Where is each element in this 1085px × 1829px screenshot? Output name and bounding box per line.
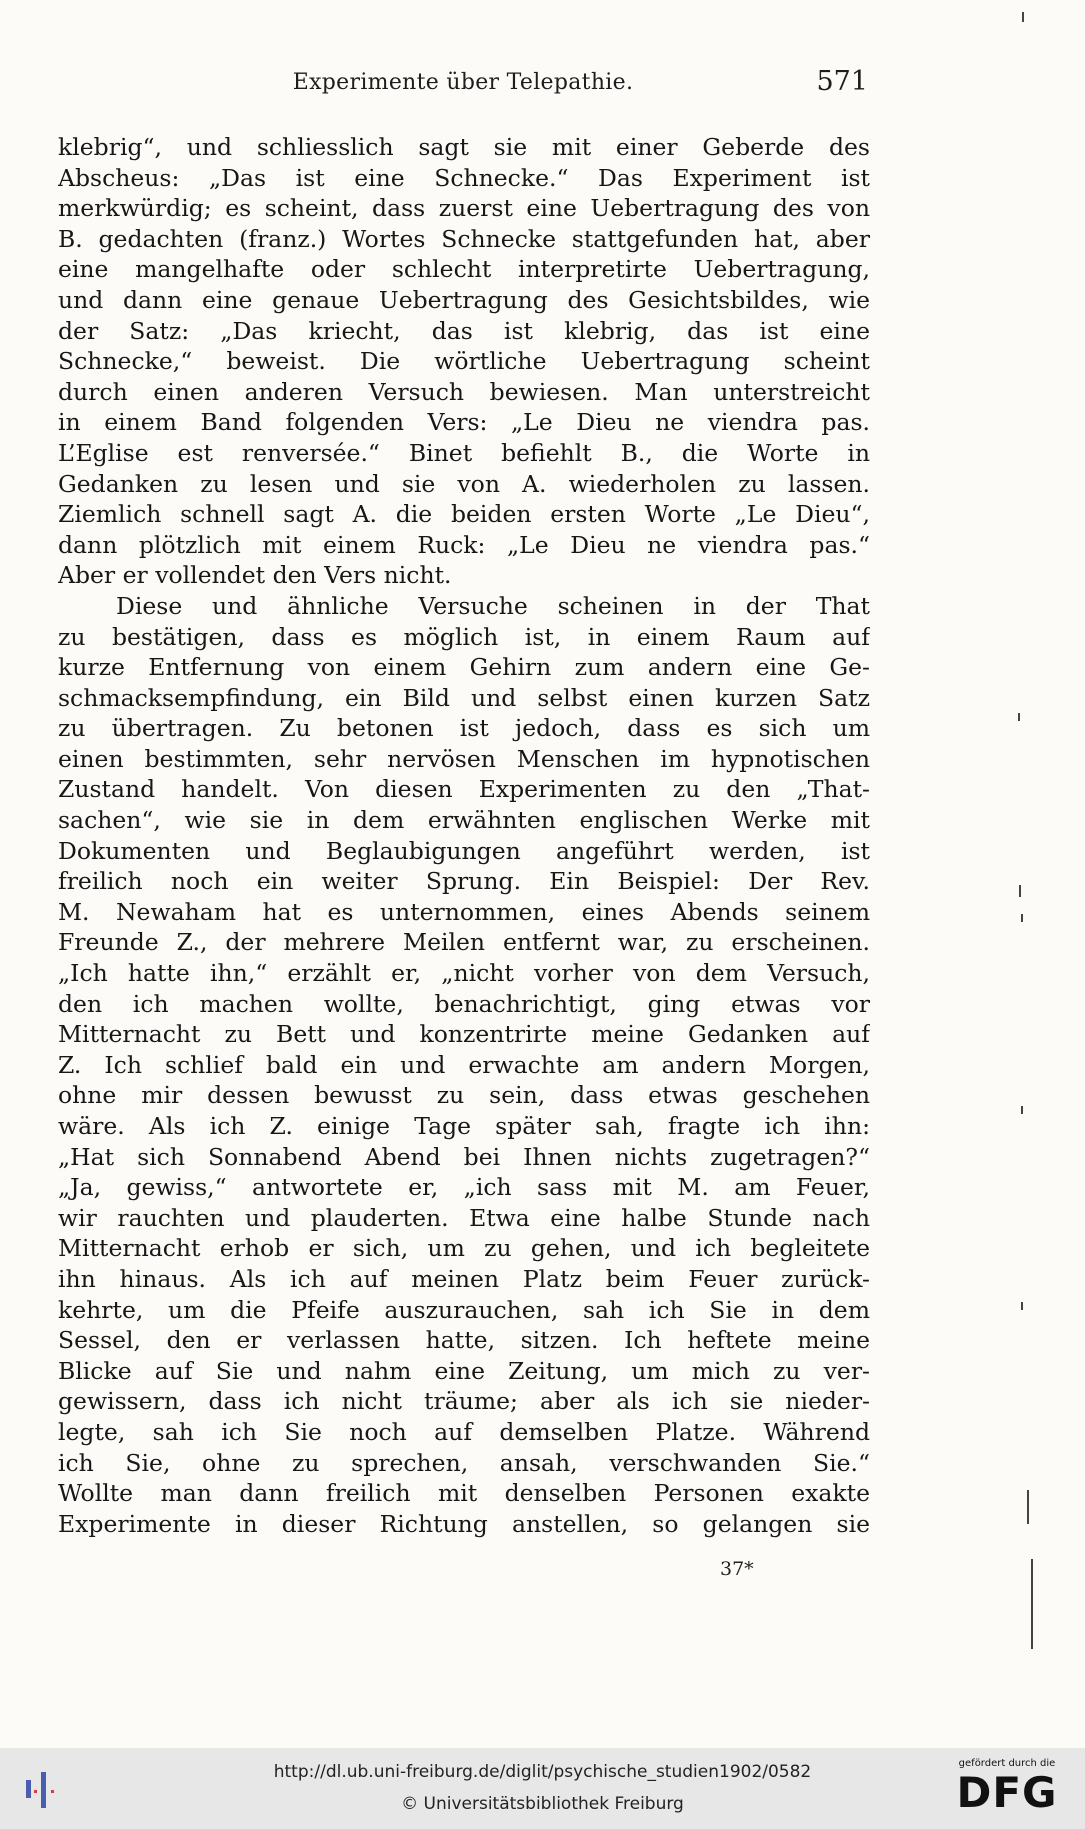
body-text [58,132,870,1539]
text-line: den ich machen wollte, benachrichtigt, ging etwas vor [58,989,870,1018]
margin-mark [1027,1490,1029,1524]
text-line: Schnecke,“ beweist. Die wörtliche Uebertragung scheint [58,347,870,376]
text-line: Zustand handelt. Von diesen Experimenten zu den „That- [58,775,870,804]
text-line: Dokumenten und Beglaubigungen angeführt werden, ist [58,836,870,865]
text-line: schmacksempfindung, ein Bild und selbst einen kurzen Satz [58,683,870,712]
running-head [58,66,868,104]
text-line: Ziemlich schnell sagt A. die beiden ersten Worte „Le Dieu“, [58,500,870,529]
text-line: in einem Band folgenden Vers: „Le Dieu ne viendra pas. [58,408,870,437]
text-line: einen bestimmten, sehr nervösen Menschen im hypnotischen [58,744,870,773]
text-line: zu bestätigen, dass es möglich ist, in einem Raum auf [58,622,870,651]
source-url[interactable]: http://dl.ub.uni-freiburg.de/diglit/psychische_studien1902/0582 [273,1762,812,1782]
text-line: freilich noch ein weiter Sprung. Ein Beispiel: Der Rev. [58,867,870,896]
dfg-logo: DFG [956,1768,1058,1817]
text-line: Z. Ich schlief bald ein und erwachte am andern Morgen, [58,1050,870,1079]
text-line: Sessel, den er verlassen hatte, sitzen. Ich heftete meine [58,1326,870,1355]
funding-label: gefördert durch die [958,1758,1056,1769]
text-line: ohne mir dessen bewusst zu sein, dass etwas geschehen [58,1081,870,1110]
text-line: Blicke auf Sie und nahm eine Zeitung, um mich zu ver- [58,1356,870,1385]
text-line: eine mangelhafte oder schlecht interpretirte Uebertragung, [58,255,870,284]
text-line: „Ja, gewiss,“ antwortete er, „ich sass mit M. am Feuer, [58,1173,870,1202]
copyright-text: © Universitätsbibliothek Freiburg [401,1794,684,1814]
margin-mark [1022,12,1024,22]
text-line: gewissern, dass ich nicht träume; aber als ich sie nieder- [58,1387,870,1416]
text-line: Wollte man dann freilich mit denselben Personen exakte [58,1479,870,1508]
text-line: durch einen anderen Versuch bewiesen. Man unterstreicht [58,377,870,406]
text-line: der Satz: „Das kriecht, das ist klebrig, das ist eine [58,316,870,345]
margin-mark [1021,1106,1023,1114]
text-line: zu übertragen. Zu betonen ist jedoch, dass es sich um [58,714,870,743]
margin-mark [1021,914,1023,922]
paragraph-start-line: Diese und ähnliche Versuche scheinen in der That [116,591,870,620]
running-title: Experimente über Telepathie. [292,70,634,95]
text-line: und dann eine genaue Uebertragung des Gesichtsbildes, wie [58,285,870,314]
text-line: L’Eglise est renversée.“ Binet befiehlt B., die Worte in [58,438,870,467]
text-line: kurze Entfernung von einem Gehirn zum andern eine Ge- [58,653,870,682]
text-line: wir rauchten und plauderten. Etwa eine halbe Stunde nach [58,1203,870,1232]
page-number: 571 [816,66,868,97]
margin-mark [1031,1638,1033,1646]
text-line: klebrig“, und schliesslich sagt sie mit einer Geberde des [58,133,870,161]
text-line: sachen“, wie sie in dem erwähnten englischen Werke mit [58,806,870,835]
paragraph-end-line: Aber er vollendet den Vers nicht. [58,561,452,590]
signature-mark: 37* [720,1558,754,1580]
text-line: dann plötzlich mit einem Ruck: „Le Dieu ne viendra pas.“ [58,530,870,559]
margin-mark [1018,713,1020,721]
text-line: Mitternacht erhob er sich, um zu gehen, und ich begleitete [58,1234,870,1263]
footer-bar [0,1748,1085,1829]
text-line: wäre. Als ich Z. einige Tage später sah, fragte ich ihn: [58,1112,870,1140]
margin-mark [1021,1302,1023,1310]
text-line: M. Newaham hat es unternommen, eines Abends seinem [58,897,870,926]
text-line: Gedanken zu lesen und sie von A. wiederholen zu lassen. [58,469,870,498]
text-line: ich Sie, ohne zu sprechen, ansah, verschwanden Sie.“ [58,1448,870,1477]
margin-mark [1031,1559,1033,1649]
text-line: ihn hinaus. Als ich auf meinen Platz beim Feuer zurück- [58,1264,870,1293]
text-line: Mitternacht zu Bett und konzentrirte meine Gedanken auf [58,1020,870,1049]
margin-mark [1019,885,1021,897]
text-line: „Hat sich Sonnabend Abend bei Ihnen nichts zugetragen?“ [58,1142,870,1171]
text-line: Experimente in dieser Richtung anstellen, so gelangen sie [58,1509,870,1538]
text-line: merkwürdig; es scheint, dass zuerst eine Uebertragung des von [58,194,870,223]
text-line: „Ich hatte ihn,“ erzählt er, „nicht vorher von dem Versuch, [58,959,870,988]
text-line: kehrte, um die Pfeife auszurauchen, sah ich Sie in dem [58,1295,870,1324]
text-line: legte, sah ich Sie noch auf demselben Platze. Während [58,1417,870,1446]
text-line: Abscheus: „Das ist eine Schnecke.“ Das Experiment ist [58,163,870,192]
text-line: Freunde Z., der mehrere Meilen entfernt war, zu erscheinen. [58,928,870,957]
text-line: B. gedachten (franz.) Wortes Schnecke stattgefunden hat, aber [58,224,870,253]
funding-badge [945,1758,1069,1822]
